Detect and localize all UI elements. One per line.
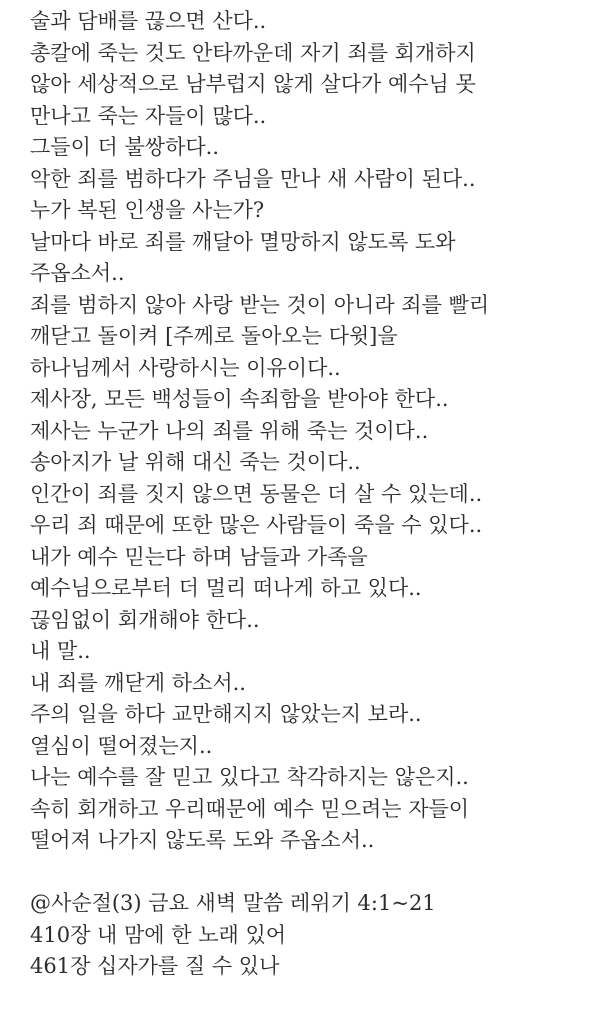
- note-line: 날마다 바로 죄를 깨달아 멸망하지 않도록 도와: [30, 229, 456, 254]
- hymn-line: 410장 내 맘에 한 노래 있어: [30, 922, 287, 947]
- sermon-reference: @사순절(3) 금요 새벽 말씀 레위기 4:1~21: [30, 891, 436, 915]
- note-line: 깨닫고 돌이켜 [주께로 돌아오는 다윗]을: [30, 324, 398, 348]
- note-line: 나는 예수를 잘 믿고 있다고 착각하지는 않은지..: [30, 765, 469, 789]
- note-line: 하나님께서 사랑하시는 이유이다..: [30, 355, 341, 380]
- note-line: 송아지가 날 위해 대신 죽는 것이다..: [30, 450, 361, 474]
- note-line: 인간이 죄를 짓지 않으면 동물은 더 살 수 있는데..: [30, 481, 483, 506]
- note-line: 않아 세상적으로 남부럽지 않게 살다가 예수님 못: [30, 72, 476, 96]
- note-line: 우리 죄 때문에 또한 많은 사람들이 죽을 수 있다..: [30, 513, 483, 537]
- note-line: 끊임없이 회개해야 한다..: [30, 607, 260, 632]
- note-line: 죄를 범하지 않아 사랑 받는 것이 아니라 죄를 빨리: [30, 292, 490, 317]
- note-line: 제사장, 모든 백성들이 속죄함을 받아야 한다..: [30, 387, 449, 411]
- note-line: 제사는 누군가 나의 죄를 위해 죽는 것이다..: [30, 418, 429, 443]
- note-line: 속히 회개하고 우리때문에 예수 믿으려는 자들이: [30, 796, 470, 821]
- note-line: 내 말..: [30, 639, 91, 663]
- note-line: 만나고 죽는 자들이 많다..: [30, 103, 267, 128]
- note-line: 술과 담배를 끊으면 산다..: [30, 9, 267, 33]
- note-line: 떨어져 나가지 않도록 도와 주옵소서..: [30, 828, 375, 852]
- note-line: 총칼에 죽는 것도 안타까운데 자기 죄를 회개하지: [30, 40, 476, 65]
- note-line: 내 죄를 깨닫게 하소서..: [30, 670, 246, 695]
- sermon-note-text: [30, 6, 600, 983]
- note-line: 주옵소서..: [30, 261, 125, 285]
- hymn-line: 461장 십자가를 질 수 있나: [30, 954, 280, 978]
- note-line: 예수님으로부터 더 멀리 떠나게 하고 있다..: [30, 576, 422, 600]
- blank-line: [30, 857, 600, 889]
- note-line: 주의 일을 하다 교만해지지 않았는지 보라..: [30, 702, 422, 726]
- note-line: 누가 복된 인생을 사는가?: [30, 198, 265, 222]
- note-line: 열심이 떨어졌는지..: [30, 733, 213, 758]
- note-line: 그들이 더 불쌍하다..: [30, 135, 219, 159]
- note-line: 내가 예수 믿는다 하며 남들과 가족을: [30, 544, 368, 569]
- note-line: 악한 죄를 범하다가 주님을 만나 새 사람이 된다..: [30, 166, 476, 191]
